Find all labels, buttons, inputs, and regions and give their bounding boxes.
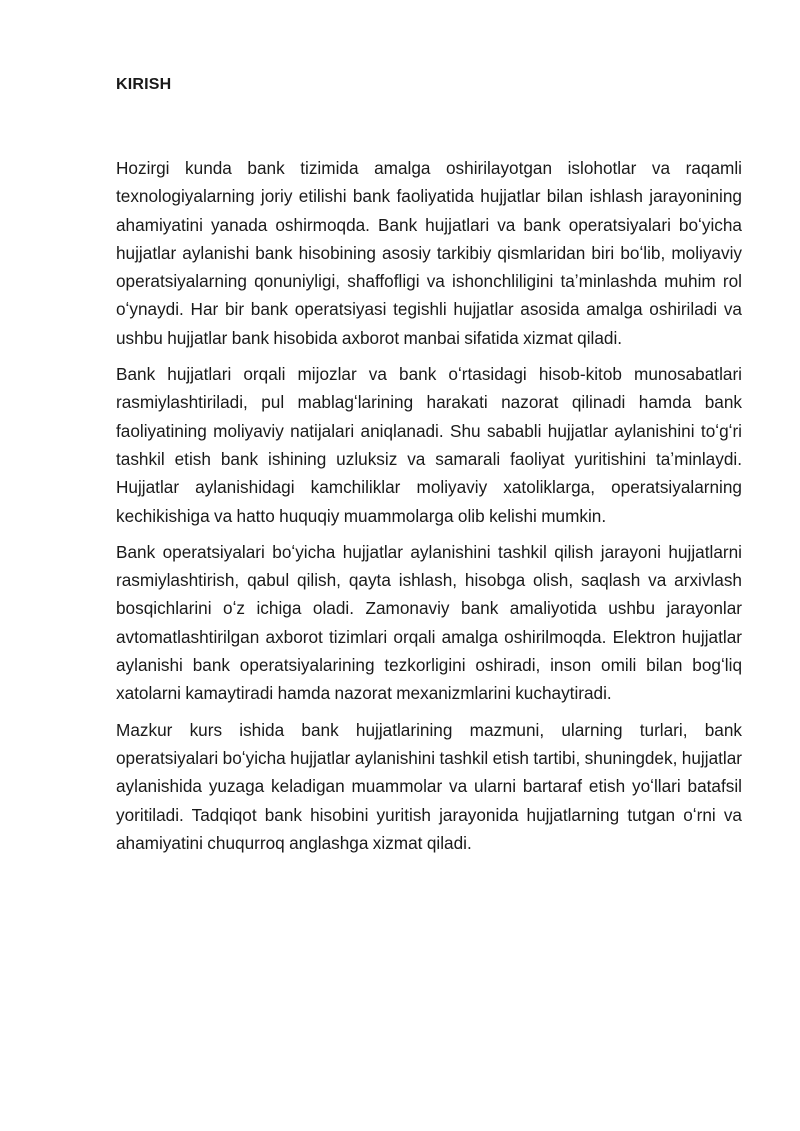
page-title: KIRISH	[116, 76, 172, 93]
paragraph-4: Mazkur kurs ishida bank hujjatlarining mazmuni, ularning turlari, bank operatsiyalari boʻyicha hujjatlar aylanishini tashkil etish tartibi, shuningdek, hujjatlar aylanishida yuzaga keladigan muammolar va ularni bartaraf etish yoʻllari batafsil yoritiladi. Tadqiqot bank hisobini yuritish jarayonida hujjatlarning tutgan oʻrni va ahamiyatini chuqurroq anglashga xizmat qiladi.	[116, 719, 742, 853]
paragraph-2: Bank hujjatlari orqali mijozlar va bank oʻrtasidagi hisob-kitob munosabatlari rasmiylashtiriladi, pul mablagʻlarining harakati nazorat qilinadi hamda bank faoliyatining moliyaviy natijalari aniqlanadi. Shu sababli hujjatlar aylanishini toʻgʻri tashkil etish bank ishining uzluksiz va samarali faoliyat yuritishini taʼminlaydi. Hujjatlar aylanishidagi kamchiliklar moliyaviy xatoliklarga, operatsiyalarning kechikishiga va hatto huquqiy muammolarga olib kelishi mumkin.	[116, 364, 742, 526]
paragraph-3: Bank operatsiyalari boʻyicha hujjatlar aylanishini tashkil qilish jarayoni hujjatlarni rasmiylashtirish, qabul qilish, qayta ishlash, hisobga olish, saqlash va arxivlash bosqichlarini oʻz ichiga oladi. Zamonaviy bank amaliyotida ushbu jarayonlar avtomatlashtirilgan axborot tizimlari orqali amalga oshirilmoqda. Elektron hujjatlar aylanishi bank operatsiyalarining tezkorligini oshiradi, inson omili bilan bogʻliq xatolarni kamaytiradi hamda nazorat mexanizmlarini kuchaytiradi.	[116, 541, 742, 704]
paragraph-1: Hozirgi kunda bank tizimida amalga oshirilayotgan islohotlar va raqamli texnologiyalarning joriy etilishi bank faoliyatida hujjatlar bilan ishlash jarayonining ahamiyatini yanada oshirmoqda. Bank hujjatlari va bank operatsiyalari boʻyicha hujjatlar aylanishi bank hisobining asosiy tarkibiy qismlaridan biri boʻlib, moliyaviy operatsiyalarning qonuniyligi, shaffofligi va ishonchliligini taʼminlashda muhim rol oʻynaydi. Har bir bank operatsiyasi tegishli hujjatlar asosida amalga oshiriladi va ushbu hujjatlar bank hisobida axborot manbai sifatida xizmat qiladi.	[116, 158, 742, 348]
document-body	[116, 154, 742, 865]
